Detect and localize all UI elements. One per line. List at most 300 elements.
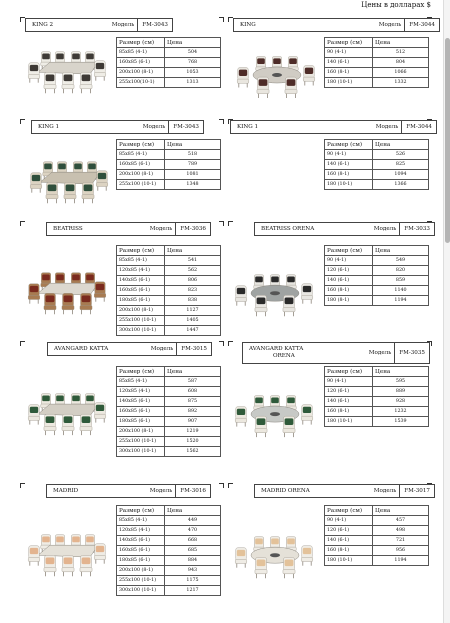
crop-mark (219, 119, 224, 124)
size-cell: 160 (8-1) (325, 546, 373, 556)
price-cell: 806 (165, 276, 221, 286)
chair-shape (44, 72, 56, 93)
price-cell: 1127 (165, 306, 221, 316)
price-cell: 838 (165, 296, 221, 306)
size-column-header: Размер (см) (117, 246, 165, 256)
product-card (20, 483, 224, 494)
model-code: FM-3015 (176, 343, 211, 355)
chair-shape (255, 557, 267, 578)
price-column-header: Цена (373, 246, 429, 256)
chair-shape (255, 416, 267, 437)
price-cell: 875 (165, 397, 221, 407)
price-cell: 804 (373, 58, 429, 68)
size-cell: 120x85 (4-1) (117, 526, 165, 536)
model-name: BEATRISS ORENA (261, 226, 315, 232)
price-column-header: Цена (165, 367, 221, 377)
price-table-header (117, 140, 221, 150)
size-cell: 160 (8-1) (325, 68, 373, 78)
price-cell: 823 (165, 286, 221, 296)
table-row (325, 276, 429, 286)
price-cell: 889 (373, 387, 429, 397)
price-cell: 1066 (373, 68, 429, 78)
size-cell: 140x85 (6-1) (117, 276, 165, 286)
table-row (325, 256, 429, 266)
price-table-header (325, 367, 429, 377)
price-cell: 1094 (373, 170, 429, 180)
price-table (324, 139, 429, 190)
chair-shape (28, 546, 40, 566)
price-table (324, 245, 429, 306)
size-column-header: Размер (см) (117, 38, 165, 48)
size-cell: 90 (4-1) (325, 256, 373, 266)
chair-shape (283, 416, 295, 437)
model-title-bar (25, 18, 173, 32)
price-cell: 668 (165, 536, 221, 546)
model-code: FM-3044 (401, 121, 436, 133)
price-cell: 457 (373, 516, 429, 526)
size-cell: 255x100 (10-1) (117, 180, 165, 190)
crop-mark (20, 221, 25, 226)
round-table-set-photo (232, 258, 318, 322)
table-row (117, 516, 221, 526)
table-row (325, 78, 429, 88)
size-cell: 90 (4-1) (325, 48, 373, 58)
table-row (117, 150, 221, 160)
table-row (117, 326, 221, 336)
size-cell: 140 (6-1) (325, 397, 373, 407)
product-card (228, 119, 432, 130)
model-label: Модель (149, 488, 173, 494)
product-card (228, 341, 432, 359)
price-table-header (325, 140, 429, 150)
crop-mark (20, 341, 25, 346)
size-cell: 140 (6-1) (325, 276, 373, 286)
product-card (20, 17, 224, 28)
size-cell: 200x100 (8-1) (117, 427, 165, 437)
chair-shape (30, 173, 42, 193)
table-row (117, 447, 221, 457)
table-row (117, 387, 221, 397)
size-cell: 85x85 (4-1) (117, 256, 165, 266)
price-cell: 1520 (165, 437, 221, 447)
price-table-header (117, 246, 221, 256)
model-name: KING 1 (38, 124, 60, 130)
size-cell: 180 (10-1) (325, 556, 373, 566)
page-header: Цены в долларах $ (361, 1, 431, 9)
table-row (117, 377, 221, 387)
price-table-header (117, 506, 221, 516)
price-cell: 1539 (373, 417, 429, 427)
table-row (117, 180, 221, 190)
price-cell: 1332 (373, 78, 429, 88)
size-cell: 180 (8-1) (325, 296, 373, 306)
table-row (325, 58, 429, 68)
size-cell: 180x85 (6-1) (117, 417, 165, 427)
size-column-header: Размер (см) (117, 367, 165, 377)
price-table (116, 37, 221, 88)
price-cell: 956 (373, 546, 429, 556)
price-table (324, 366, 429, 427)
size-cell: 85x85 (4-1) (117, 48, 165, 58)
size-cell: 300x100 (10-1) (117, 326, 165, 336)
chair-shape (235, 407, 247, 427)
model-title-bar (254, 222, 435, 236)
size-column-header: Размер (см) (325, 38, 373, 48)
table-row (117, 78, 221, 88)
price-table-header (325, 246, 429, 256)
chair-shape (94, 403, 106, 423)
model-name: MADRID ORENA (261, 488, 310, 494)
model-title-bar (254, 484, 435, 498)
price-table-header (325, 38, 429, 48)
model-code: FM-3035 (394, 343, 429, 363)
price-cell: 1194 (373, 296, 429, 306)
size-cell: 120 (6-1) (325, 526, 373, 536)
table-row (325, 387, 429, 397)
model-title-bar (242, 342, 430, 364)
crop-mark (228, 483, 233, 488)
table-row (117, 437, 221, 447)
size-cell: 255x100 (10-1) (117, 576, 165, 586)
table-row (117, 427, 221, 437)
size-cell: 160x85 (6-1) (117, 407, 165, 417)
price-cell: 1053 (165, 68, 221, 78)
price-column-header: Цена (165, 506, 221, 516)
price-column-header: Цена (373, 38, 429, 48)
model-code: FM-3044 (404, 19, 439, 31)
product-card (228, 221, 432, 232)
crop-mark (219, 483, 224, 488)
model-title-bar (46, 222, 211, 236)
price-cell: 549 (373, 256, 429, 266)
model-label: Модель (150, 346, 174, 352)
model-label: Модель (142, 124, 166, 130)
chair-shape (44, 555, 56, 576)
model-code: FM-3036 (175, 223, 210, 235)
crop-mark (219, 341, 224, 346)
table-row (117, 286, 221, 296)
table-row (117, 417, 221, 427)
chair-shape (82, 182, 94, 203)
price-cell: 820 (373, 266, 429, 276)
price-cell: 512 (373, 48, 429, 58)
model-name (243, 346, 366, 360)
table-row (117, 316, 221, 326)
chair-shape (283, 557, 295, 578)
chair-shape (255, 295, 267, 316)
model-title-bar (46, 484, 211, 498)
product-card (20, 221, 224, 232)
size-cell: 300x100 (10-1) (117, 586, 165, 596)
size-cell: 140 (6-1) (325, 536, 373, 546)
size-cell: 200x100 (8-1) (117, 566, 165, 576)
table-row (117, 576, 221, 586)
table-row (325, 68, 429, 78)
model-code: FM-3043 (168, 121, 203, 133)
price-cell: 470 (165, 526, 221, 536)
size-cell: 90 (4-1) (325, 150, 373, 160)
size-cell: 300x100 (10-1) (117, 447, 165, 457)
vertical-scrollbar[interactable] (443, 0, 450, 623)
crop-mark (219, 221, 224, 226)
model-title-bar (230, 120, 437, 134)
table-set-photo (236, 146, 318, 206)
chair-shape (235, 548, 247, 568)
size-cell: 255x100 (10-1) (117, 316, 165, 326)
round-table-set-photo (232, 380, 318, 442)
model-title-bar (47, 342, 212, 356)
chair-shape (80, 555, 92, 576)
chair-shape (64, 182, 76, 203)
model-code: FM-3033 (399, 223, 434, 235)
size-cell: 140 (6-1) (325, 58, 373, 68)
rect-table-set-photo (26, 145, 114, 209)
price-cell: 1366 (373, 180, 429, 190)
price-cell: 1140 (373, 286, 429, 296)
price-cell: 449 (165, 516, 221, 526)
price-cell: 825 (373, 160, 429, 170)
size-cell: 160 (8-1) (325, 407, 373, 417)
table-row (325, 417, 429, 427)
price-table (324, 37, 429, 88)
size-column-header: Размер (см) (325, 140, 373, 150)
table-row (325, 160, 429, 170)
size-cell: 180x85 (6-1) (117, 556, 165, 566)
chair-shape (80, 72, 92, 93)
table-row (325, 296, 429, 306)
size-cell: 180 (10-1) (325, 78, 373, 88)
price-cell: 1217 (165, 586, 221, 596)
price-cell: 907 (165, 417, 221, 427)
rect-table-set-photo (26, 518, 110, 582)
size-cell: 160 (8-1) (325, 286, 373, 296)
table-row (325, 516, 429, 526)
model-name-line: AVANGARD KATTA (249, 346, 304, 352)
price-cell: 608 (165, 387, 221, 397)
model-code: FM-3043 (137, 19, 172, 31)
price-column-header: Цена (165, 38, 221, 48)
table-row (325, 180, 429, 190)
table-row (325, 150, 429, 160)
chair-shape (62, 293, 74, 314)
price-cell: 1562 (165, 447, 221, 457)
round-table-set-photo (232, 520, 318, 584)
table-row (117, 546, 221, 556)
price-cell: 859 (373, 276, 429, 286)
price-cell: 1313 (165, 78, 221, 88)
table-row (117, 526, 221, 536)
model-label: Модель (111, 22, 135, 28)
chair-shape (301, 405, 313, 425)
price-cell: 587 (165, 377, 221, 387)
chair-shape (80, 293, 92, 314)
chair-shape (28, 284, 40, 304)
size-cell: 120 (6-1) (325, 387, 373, 397)
price-table (116, 366, 221, 457)
crop-mark (20, 119, 25, 124)
price-cell: 562 (165, 266, 221, 276)
price-cell: 504 (165, 48, 221, 58)
size-cell: 200x100 (8-1) (117, 68, 165, 78)
rect-table-set-photo (26, 378, 110, 440)
size-cell: 120 (6-1) (325, 266, 373, 276)
price-table (116, 245, 221, 336)
table-row (325, 48, 429, 58)
size-cell: 255x100(10-1) (117, 78, 165, 88)
price-column-header: Цена (373, 506, 429, 516)
price-cell: 685 (165, 546, 221, 556)
product-card (20, 119, 224, 130)
model-label: Модель (149, 226, 173, 232)
chair-shape (62, 555, 74, 576)
model-name: MADRID (53, 488, 79, 494)
chair-shape (235, 286, 247, 306)
chair-shape (301, 546, 313, 566)
chair-shape (285, 77, 297, 98)
price-cell: 1232 (373, 407, 429, 417)
price-cell: 541 (165, 256, 221, 266)
price-cell: 526 (373, 150, 429, 160)
price-column-header: Цена (373, 367, 429, 377)
price-table (116, 505, 221, 596)
rect-table-set-photo (26, 35, 110, 99)
model-code: FM-3016 (175, 485, 210, 497)
table-row (325, 170, 429, 180)
chair-shape (46, 182, 58, 203)
crop-mark (20, 483, 25, 488)
size-cell: 90 (4-1) (325, 377, 373, 387)
size-column-header: Размер (см) (325, 367, 373, 377)
size-cell: 180 (10-1) (325, 180, 373, 190)
price-cell: 884 (165, 556, 221, 566)
table-row (325, 556, 429, 566)
price-table-header (117, 38, 221, 48)
model-name-line: ORENA (273, 353, 295, 359)
chair-shape (283, 295, 295, 316)
table-row (117, 256, 221, 266)
price-cell: 498 (373, 526, 429, 536)
round-table-set-photo (236, 42, 318, 102)
price-column-header: Цена (165, 246, 221, 256)
crop-mark (219, 17, 224, 22)
table-row (325, 526, 429, 536)
model-title-bar (233, 18, 440, 32)
price-column-header: Цена (165, 140, 221, 150)
price-column-header: Цена (373, 140, 429, 150)
size-cell: 180 (10-1) (325, 417, 373, 427)
size-cell: 200x100 (8-1) (117, 170, 165, 180)
price-cell: 595 (373, 377, 429, 387)
size-cell: 200x100 (8-1) (117, 306, 165, 316)
table-row (117, 68, 221, 78)
price-cell: 892 (165, 407, 221, 417)
model-name: KING 2 (32, 22, 54, 28)
size-cell: 120x85 (4-1) (117, 266, 165, 276)
table-row (325, 407, 429, 417)
table-row (325, 397, 429, 407)
table-row (325, 377, 429, 387)
table-row (117, 407, 221, 417)
chair-shape (96, 171, 108, 191)
scrollbar-thumb[interactable] (445, 38, 450, 243)
chair-shape (62, 414, 74, 435)
price-cell: 1348 (165, 180, 221, 190)
chair-shape (44, 414, 56, 435)
model-label: Модель (368, 350, 392, 356)
table-row (117, 536, 221, 546)
table-row (117, 276, 221, 286)
table-row (117, 306, 221, 316)
size-cell: 160x85 (6-1) (117, 546, 165, 556)
chair-shape (94, 544, 106, 564)
price-table-header (117, 367, 221, 377)
size-cell: 140x85 (6-1) (117, 397, 165, 407)
model-name: KING (240, 22, 256, 28)
model-code: FM-3017 (399, 485, 434, 497)
model-name: BEATRISS (53, 226, 83, 232)
chair-shape (62, 72, 74, 93)
size-cell: 160x85 (6-1) (117, 160, 165, 170)
table-row (325, 546, 429, 556)
price-cell: 1081 (165, 170, 221, 180)
price-table (324, 505, 429, 566)
size-cell: 85x85 (4-1) (117, 150, 165, 160)
chair-shape (94, 61, 106, 81)
size-cell: 160 (8-1) (325, 170, 373, 180)
table-row (117, 170, 221, 180)
size-column-header: Размер (см) (117, 140, 165, 150)
table-row (117, 586, 221, 596)
size-cell: 160x85 (6-1) (117, 58, 165, 68)
product-card (228, 483, 432, 494)
chair-shape (257, 77, 269, 98)
chair-shape (28, 63, 40, 83)
price-cell: 1175 (165, 576, 221, 586)
price-cell: 943 (165, 566, 221, 576)
size-cell: 140 (6-1) (325, 160, 373, 170)
table-row (117, 556, 221, 566)
model-label: Модель (373, 226, 397, 232)
price-cell: 518 (165, 150, 221, 160)
price-cell: 1405 (165, 316, 221, 326)
model-name: AVANGARD KATTA (54, 346, 109, 352)
size-column-header: Размер (см) (325, 506, 373, 516)
size-cell: 85x85 (4-1) (117, 516, 165, 526)
chair-shape (237, 68, 249, 88)
model-name: KING 1 (237, 124, 259, 130)
size-column-header: Размер (см) (117, 506, 165, 516)
price-cell: 768 (165, 58, 221, 68)
table-row (325, 266, 429, 276)
table-row (117, 397, 221, 407)
price-cell: 928 (373, 397, 429, 407)
price-cell: 1194 (373, 556, 429, 566)
table-row (117, 58, 221, 68)
table-row (117, 566, 221, 576)
product-card (228, 17, 435, 28)
table-row (325, 286, 429, 296)
size-cell: 120x85 (4-1) (117, 387, 165, 397)
model-label: Модель (378, 22, 402, 28)
chair-shape (301, 284, 313, 304)
product-card (20, 341, 224, 352)
table-row (117, 160, 221, 170)
chair-shape (44, 293, 56, 314)
size-cell: 140x85 (6-1) (117, 536, 165, 546)
price-table-header (325, 506, 429, 516)
size-cell: 255x100 (10-1) (117, 437, 165, 447)
chair-shape (28, 405, 40, 425)
